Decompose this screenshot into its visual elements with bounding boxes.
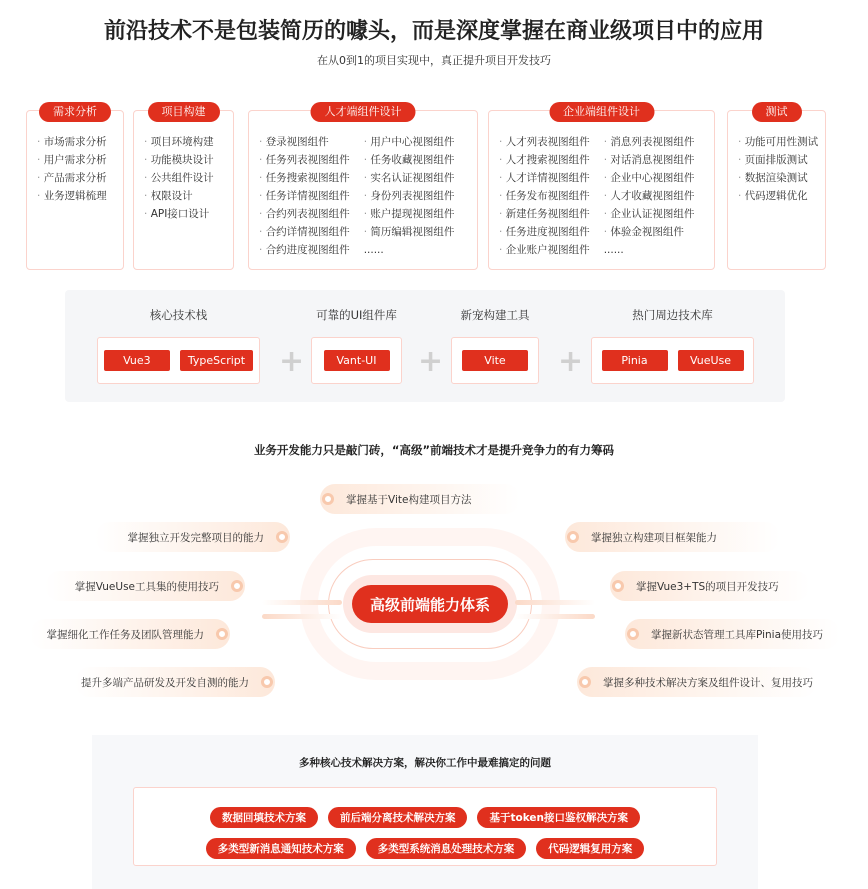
- solution-tag: 多类型新消息通知技术方案: [206, 838, 356, 859]
- plus-icon: +: [558, 344, 584, 379]
- card-list-item: · 人才搜索视图组件: [499, 151, 590, 169]
- tech-group: [311, 337, 402, 384]
- node-dot-icon: [627, 628, 639, 640]
- card-list-item: · 任务搜索视图组件: [259, 169, 350, 187]
- tech-badge: VueUse: [678, 350, 744, 371]
- card-column: [364, 133, 455, 259]
- node-dot-icon: [579, 676, 591, 688]
- tech-group-heading: 核心技术栈: [149, 308, 208, 322]
- mindmap-heading: 业务开发能力只是敲门砖，“高级”前端技术才是提升竞争力的有力筹码: [253, 443, 615, 457]
- card-title: 项目构建: [148, 102, 220, 122]
- tech-badge: Vant-UI: [324, 350, 390, 371]
- mindmap-item-label: 掌握多种技术解决方案及组件设计、复用技巧: [603, 676, 813, 689]
- card-list-item: · 实名认证视图组件: [364, 169, 455, 187]
- card-list-item: · 账户提现视图组件: [364, 205, 455, 223]
- tech-group-heading: 可靠的UI组件库: [316, 308, 397, 322]
- curriculum-card: [248, 105, 478, 270]
- card-list-item: · 人才列表视图组件: [499, 133, 590, 151]
- solutions-heading: 多种核心技术解决方案，解决你工作中最难搞定的问题: [299, 757, 551, 769]
- tech-group: [451, 337, 539, 384]
- node-dot-icon: [261, 676, 273, 688]
- card-title: 测试: [752, 102, 802, 122]
- card-title: 企业端组件设计: [549, 102, 654, 122]
- card-column: [499, 133, 590, 259]
- card-list-item: · 合约列表视图组件: [259, 205, 350, 223]
- mindmap-item: [577, 667, 817, 697]
- card-column: [604, 133, 695, 259]
- solution-tag: 基于token接口鉴权解决方案: [477, 807, 640, 828]
- card-list-item: · 市场需求分析: [37, 133, 107, 151]
- card-columns: [489, 111, 714, 259]
- card-list-item: · 业务逻辑梳理: [37, 187, 107, 205]
- card-columns: [728, 111, 825, 205]
- node-dot-icon: [322, 493, 334, 505]
- card-list-item: ......: [603, 244, 624, 256]
- card-list-item: · 企业认证视图组件: [604, 205, 695, 223]
- decor-line: [262, 614, 342, 619]
- card-list-item: · 体验金视图组件: [604, 223, 695, 241]
- mindmap-item: [610, 571, 810, 601]
- card-list-item: · 用户中心视图组件: [364, 133, 455, 151]
- page-title: 前沿技术不是包装简历的噱头，而是深度掌握在商业级项目中的应用: [103, 19, 764, 44]
- card-column: [259, 133, 350, 259]
- mindmap-item: [30, 619, 230, 649]
- node-dot-icon: [216, 628, 228, 640]
- tech-badge: Vue3: [104, 350, 170, 371]
- solutions-row: [134, 838, 716, 859]
- card-list-item: · 人才收藏视图组件: [604, 187, 695, 205]
- decor-line: [515, 600, 595, 605]
- card-list-item: · 公共组件设计: [144, 169, 214, 187]
- card-columns: [27, 111, 123, 205]
- tech-group-heading: 新宠构建工具: [460, 308, 530, 322]
- tech-badge: Vite: [462, 350, 528, 371]
- solutions-panel: [92, 735, 758, 889]
- card-list-item: ......: [363, 244, 384, 256]
- plus-icon: +: [279, 344, 305, 379]
- mindmap-item: [320, 484, 520, 514]
- mindmap-item: [45, 571, 245, 601]
- card-list-item: · 合约进度视图组件: [259, 241, 350, 259]
- solution-tag: 多类型系统消息处理技术方案: [366, 838, 527, 859]
- solutions-box: [133, 787, 717, 866]
- card-list-item: · 用户需求分析: [37, 151, 107, 169]
- tech-badge: Pinia: [602, 350, 668, 371]
- card-list-item: · API接口设计: [144, 205, 214, 223]
- card-list-item: · 产品需求分析: [37, 169, 107, 187]
- card-column: [37, 133, 107, 205]
- mindmap-item-label: 提升多端产品研发及开发自测的能力: [81, 676, 249, 689]
- card-list-item: · 页面排版测试: [738, 151, 818, 169]
- mindmap-item-label: 掌握基于Vite构建项目方法: [346, 493, 472, 506]
- mindmap-item-label: 掌握细化工作任务及团队管理能力: [46, 628, 204, 641]
- card-list-item: · 企业账户视图组件: [499, 241, 590, 259]
- card-title: 需求分析: [39, 102, 111, 122]
- card-list-item: · 任务列表视图组件: [259, 151, 350, 169]
- curriculum-card: [133, 105, 234, 270]
- card-list-item: · 人才详情视图组件: [499, 169, 590, 187]
- card-list-item: · 新建任务视图组件: [499, 205, 590, 223]
- mindmap-item: [95, 522, 290, 552]
- mindmap-item: [565, 522, 780, 552]
- card-list-item: · 登录视图组件: [259, 133, 350, 151]
- mindmap-item-label: 掌握VueUse工具集的使用技巧: [74, 580, 219, 593]
- mindmap-item-label: 掌握Vue3+TS的项目开发技巧: [636, 580, 779, 593]
- node-dot-icon: [276, 531, 288, 543]
- mindmap-item-label: 掌握独立开发完整项目的能力: [127, 531, 264, 544]
- curriculum-card: [26, 105, 124, 270]
- card-list-item: · 权限设计: [144, 187, 214, 205]
- decor-line: [515, 614, 595, 619]
- solution-tag: 前后端分离技术解决方案: [328, 807, 468, 828]
- curriculum-card: [727, 105, 826, 270]
- plus-icon: +: [418, 344, 444, 379]
- node-dot-icon: [231, 580, 243, 592]
- mindmap-item: [75, 667, 275, 697]
- card-list-item: · 对话消息视图组件: [604, 151, 695, 169]
- card-list-item: · 企业中心视图组件: [604, 169, 695, 187]
- card-list-item: · 任务详情视图组件: [259, 187, 350, 205]
- card-list-item: · 功能模块设计: [144, 151, 214, 169]
- card-list-item: · 任务发布视图组件: [499, 187, 590, 205]
- card-list-item: · 任务进度视图组件: [499, 223, 590, 241]
- node-dot-icon: [612, 580, 624, 592]
- tech-group: [97, 337, 260, 384]
- card-list-item: · 合约详情视图组件: [259, 223, 350, 241]
- tech-badge: TypeScript: [180, 350, 253, 371]
- card-list-item: · 身份列表视图组件: [364, 187, 455, 205]
- card-list-item: · 功能可用性测试: [738, 133, 818, 151]
- tech-group-heading: 热门周边技术库: [632, 308, 713, 322]
- card-column: [738, 133, 818, 205]
- card-list-item: · 项目环境构建: [144, 133, 214, 151]
- card-list-item: · 数据渲染测试: [738, 169, 818, 187]
- curriculum-card: [488, 105, 715, 270]
- card-list-item: · 任务收藏视图组件: [364, 151, 455, 169]
- card-columns: [249, 111, 477, 259]
- tech-stack-panel: [65, 290, 785, 402]
- card-columns: [134, 111, 233, 223]
- tech-group: [591, 337, 754, 384]
- solutions-row: [134, 807, 716, 828]
- page-subtitle: 在从0到1的项目实现中，真正提升项目开发技巧: [317, 54, 551, 67]
- mindmap-item-label: 掌握新状态管理工具库Pinia使用技巧: [651, 628, 824, 641]
- node-dot-icon: [567, 531, 579, 543]
- solution-tag: 数据回填技术方案: [210, 807, 318, 828]
- card-title: 人才端组件设计: [311, 102, 416, 122]
- solution-tag: 代码逻辑复用方案: [536, 838, 644, 859]
- card-list-item: · 消息列表视图组件: [604, 133, 695, 151]
- card-list-item: · 简历编辑视图组件: [364, 223, 455, 241]
- mindmap-item-label: 掌握独立构建项目框架能力: [591, 531, 717, 544]
- mindmap-item: [625, 619, 840, 649]
- center-node: 高级前端能力体系: [352, 585, 508, 623]
- card-list-item: · 代码逻辑优化: [738, 187, 818, 205]
- decor-line: [262, 600, 342, 605]
- card-column: [144, 133, 214, 223]
